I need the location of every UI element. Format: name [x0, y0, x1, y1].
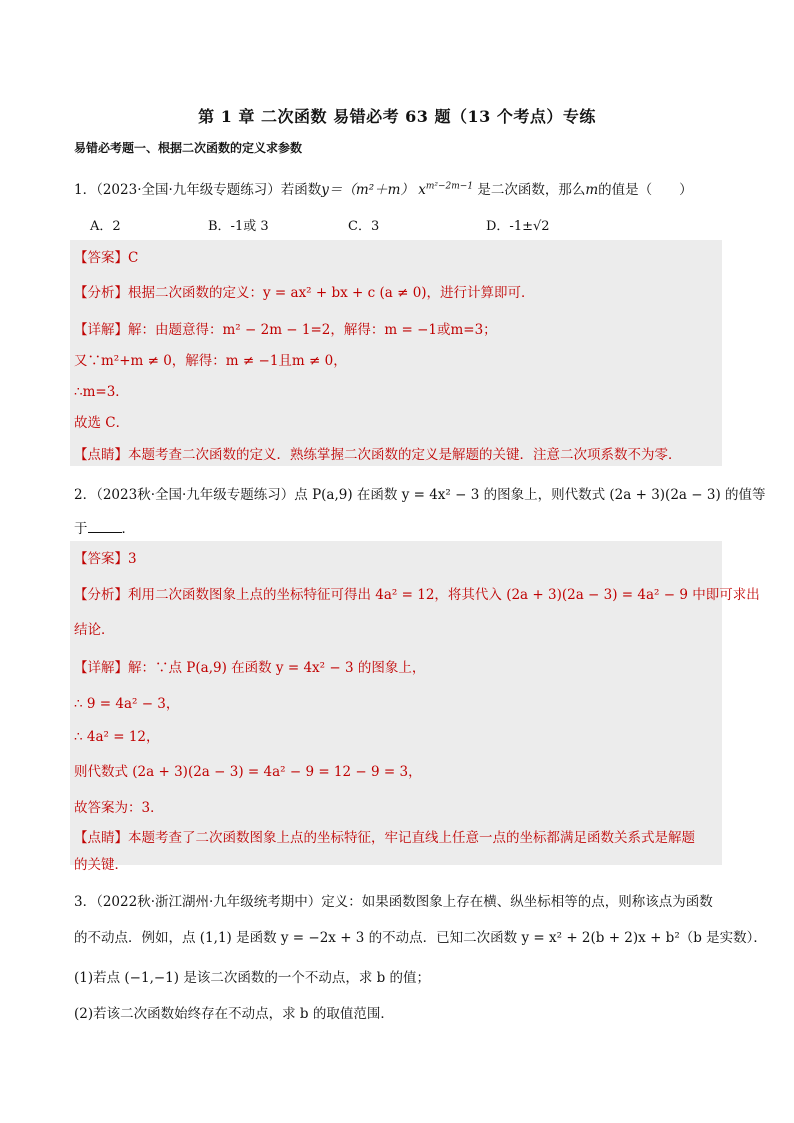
q3-stem-line-2: 的不动点．例如，点 (1,1) 是函数 y = −2x + 3 的不动点．已知二次函数 y = x² + 2(b + 2)x + b²（b 是实数）． — [74, 930, 767, 946]
q1-detail-2: 又∵m²+m ≠ 0，解得：m ≠ −1且m ≠ 0， — [74, 353, 347, 369]
q2-detail-2: ∴ 9 = 4a² − 3， — [74, 696, 180, 712]
q1-analysis: 【分析】根据二次函数的定义：y = ax² + bx + c (a ≠ 0)，进行计算即可． — [74, 285, 535, 301]
q2-detail-1: 【详解】解：∵点 P(a,9) 在函数 y = 4x² − 3 的图象上， — [74, 660, 426, 676]
q3-part-2: (2)若该二次函数始终存在不动点，求 b 的取值范围． — [74, 1006, 394, 1022]
q2-detail-5: 故答案为：3． — [74, 800, 164, 816]
q2-detail-4: 则代数式 (2a + 3)(2a − 3) = 4a² − 9 = 12 − 9 = 3， — [74, 764, 422, 780]
q1-detail-3: ∴m=3． — [74, 384, 129, 400]
q2-answer: 【答案】3 — [74, 551, 137, 567]
q2-stem-line-2: 于 ． — [74, 521, 135, 537]
q1-option-a: A．2 — [90, 219, 121, 234]
answer-blank — [88, 520, 122, 533]
q1-stem: 1．（2023·全国·九年级专题练习）若函数y＝（m²＋m） $x^{m^2-2m-1}$ 是二次函数，那么m的值是（ ） — [74, 181, 693, 198]
q1-comment: 【点睛】本题考查二次函数的定义．熟练掌握二次函数的定义是解题的关键．注意二次项系数不为零． — [74, 447, 682, 463]
q1-answer: 【答案】C — [74, 250, 139, 266]
q2-comment-1: 【点睛】本题考查了二次函数图象上点的坐标特征，牢记直线上任意一点的坐标都满足函数关系式是解题 — [74, 830, 695, 846]
q2-stem-line-1: 2．（2023秋·全国·九年级专题练习）点 P(a,9) 在函数 y = 4x² − 3 的图象上，则代数式 (2a + 3)(2a − 3) 的值等 — [74, 487, 766, 503]
q1-option-b: B．-1或 3 — [208, 219, 269, 234]
q3-stem-line-1: 3．（2022秋·浙江湖州·九年级统考期中）定义：如果函数图象上存在横、纵坐标相等的点，则称该点为函数 — [74, 894, 713, 910]
q2-comment-2: 的关键． — [74, 857, 128, 873]
q1-detail-4: 故选 C． — [74, 415, 130, 431]
section-heading: 易错必考题一、根据二次函数的定义求参数 — [74, 141, 303, 155]
q1-detail-1: 【详解】解：由题意得：m² − 2m − 1=2，解得：m = −1或m=3； — [74, 322, 497, 338]
q2-analysis-1: 【分析】利用二次函数图象上点的坐标特征可得出 4a² = 12，将其代入 (2a + 3)(2a − 3) = 4a² − 9 中即可求出 — [74, 587, 760, 603]
page-title: 第 1 章 二次函数 易错必考 63 题（13 个考点）专练 — [198, 107, 596, 126]
q1-option-d: D．-1±√2 — [486, 219, 550, 234]
q2-analysis-2: 结论． — [74, 622, 115, 638]
q2-detail-3: ∴ 4a² = 12， — [74, 729, 160, 745]
q3-part-1: (1)若点 (−1,−1) 是该二次函数的一个不动点，求 b 的值； — [74, 970, 431, 986]
q1-option-c: C．3 — [348, 219, 380, 234]
